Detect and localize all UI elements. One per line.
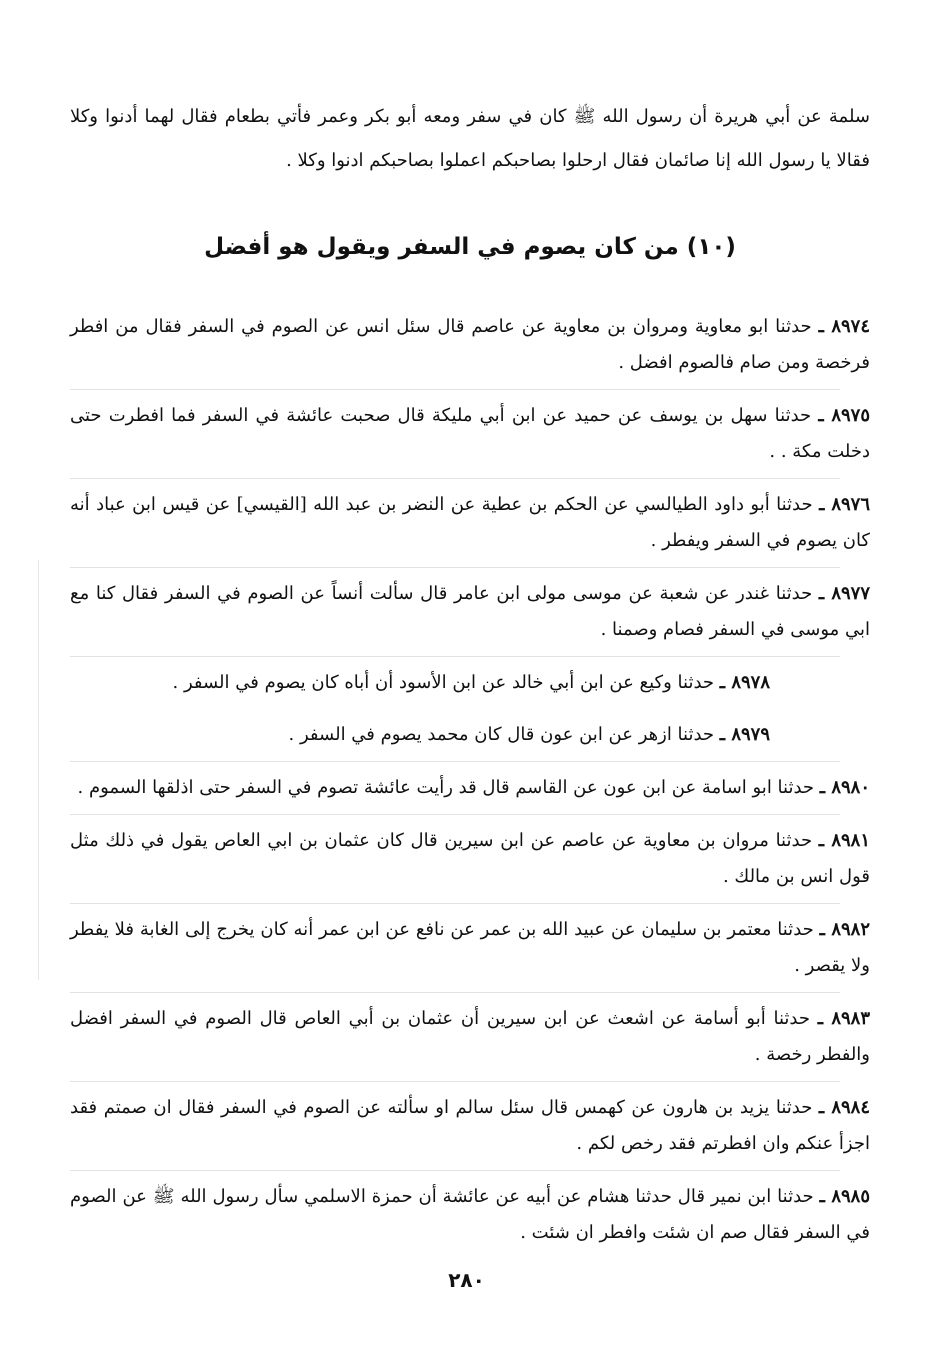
hadith-text: حدثنا غندر عن شعبة عن موسى مولى ابن عامر قال سألت أنساً عن الصوم في السفر فقال كنا مع ابي موسى في السفر فصام وصمنا .: [70, 583, 870, 640]
hadith-text: حدثنا ابو اسامة عن ابن عون عن القاسم قال قد رأيت عائشة تصوم في السفر حتى اذلقها السموم .: [77, 777, 815, 798]
hadith-text: حدثنا ازهر عن ابن عون قال كان محمد يصوم في السفر .: [288, 724, 715, 745]
hadith-text: حدثنا وكيع عن ابن أبي خالد عن ابن الأسود أن أباه كان يصوم في السفر .: [172, 672, 715, 693]
hadith-8985: [70, 1171, 870, 1259]
hadith-number: ٨٩٧٦ ـ: [819, 494, 870, 515]
hadith-text: حدثنا مروان بن معاوية عن عاصم عن ابن سيرين قال كان عثمان بن ابي العاص يقول في ذلك مثل قول انس بن مالك .: [70, 830, 870, 887]
hadith-number: ٨٩٨٠ ـ: [819, 777, 870, 798]
hadith-number: ٨٩٧٧ ـ: [818, 583, 870, 604]
hadith-number: ٨٩٨١ ـ: [818, 830, 870, 851]
hadith-8981: [70, 815, 870, 903]
intro-paragraph: سلمة عن أبي هريرة أن رسول الله ﷺ كان في سفر ومعه أبو بكر وعمر فأتي بطعام فقال لهما أدنوا وكلا فقالا يا رسول الله إنا صائمان فقال ارحلوا بصاحبكم اعملوا بصاحبكم ادنوا وكلا .: [70, 106, 870, 171]
hadith-8984: [70, 1082, 870, 1170]
hadith-number: ٨٩٧٩ ـ: [719, 724, 770, 745]
hadith-8974: [70, 301, 870, 389]
hadith-8978: [70, 657, 870, 709]
hadith-text: حدثنا معتمر بن سليمان عن عبيد الله بن عمر عن نافع عن ابن عمر أنه كان يخرج إلى الغابة فلا يفطر ولا يقصر .: [70, 919, 870, 976]
hadith-8976: [70, 479, 870, 567]
hadith-number: ٨٩٨٢ ـ: [819, 919, 870, 940]
page-number: ٢٨٠: [448, 1268, 485, 1292]
hadith-8982: [70, 904, 870, 992]
hadith-number: ٨٩٧٥ ـ: [818, 405, 870, 426]
hadith-text: حدثنا يزيد بن هارون عن كهمس قال سئل سالم او سألته عن الصوم في السفر فقال ان صمتم فقد اجزأ عنكم وان افطرتم فقد رخص لكم .: [70, 1097, 870, 1154]
hadith-number: ٨٩٨٤ ـ: [818, 1097, 870, 1118]
hadith-text: حدثنا سهل بن يوسف عن حميد عن ابن أبي مليكة قال صحبت عائشة في السفر فما افطرت حتى دخلت مكة . .: [70, 405, 870, 462]
hadith-number: ٨٩٧٤ ـ: [818, 316, 870, 337]
page-content: [70, 95, 870, 1259]
hadith-number: ٨٩٨٥ ـ: [819, 1186, 870, 1207]
hadith-text: حدثنا ابو معاوية ومروان بن معاوية عن عاصم قال سئل انس عن الصوم في السفر فقال من افطر فرخصة ومن صام فالصوم افضل .: [70, 316, 870, 373]
hadith-8977: [70, 568, 870, 656]
hadith-text: حدثنا ابن نمير قال حدثنا هشام عن أبيه عن عائشة أن حمزة الاسلمي سأل رسول الله ﷺ عن الصوم في السفر فقال صم ان شئت وافطر ان شئت .: [70, 1186, 870, 1243]
hadith-8980: [70, 762, 870, 814]
hadith-8979: [70, 709, 870, 761]
hadith-8975: [70, 390, 870, 478]
margin-rule: [38, 560, 39, 980]
hadith-number: ٨٩٨٣ ـ: [817, 1008, 870, 1029]
hadith-number: ٨٩٧٨ ـ: [719, 672, 770, 693]
hadith-text: حدثنا أبو أسامة عن اشعث عن ابن سيرين أن عثمان بن أبي العاص قال الصوم في السفر افضل والفطر رخصة .: [70, 1008, 870, 1065]
section-heading: (١٠) من كان يصوم في السفر ويقول هو أفضل: [204, 234, 736, 260]
hadith-text: حدثنا أبو داود الطيالسي عن الحكم بن عطية عن النضر بن عبد الله [القيسي] عن قيس ابن عباد أنه كان يصوم في السفر ويفطر .: [70, 494, 870, 551]
hadith-8983: [70, 993, 870, 1081]
